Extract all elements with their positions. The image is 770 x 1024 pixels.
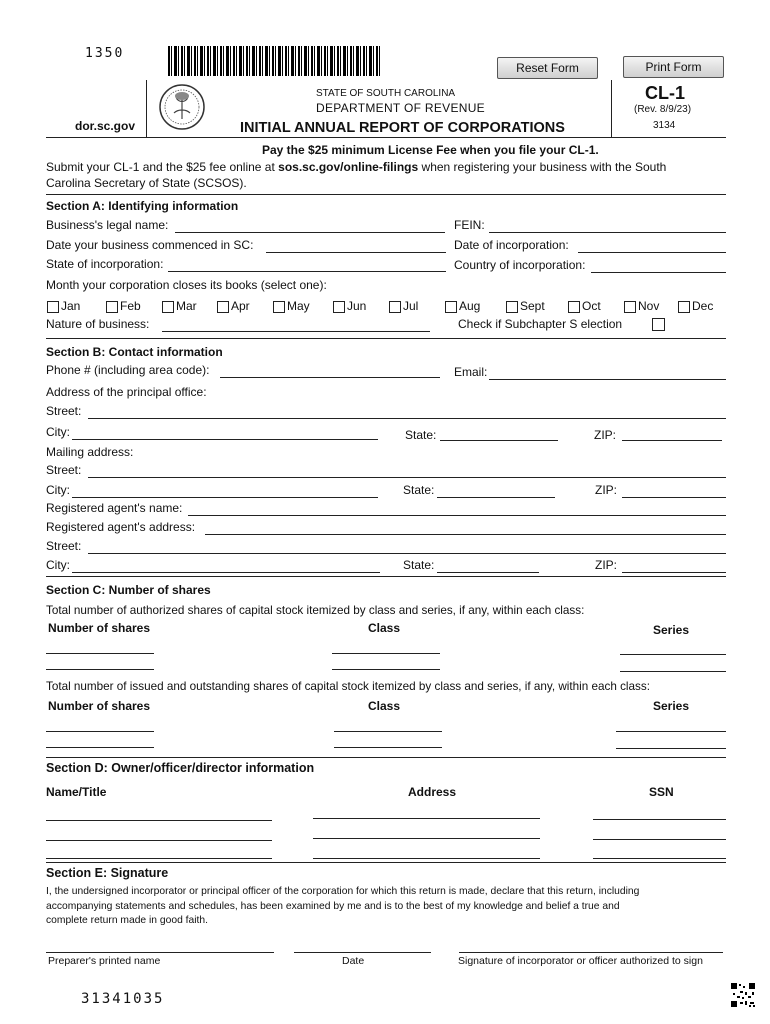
issued-shares-field-2[interactable] — [46, 747, 154, 748]
owner-name-field-3[interactable] — [46, 858, 272, 859]
authorized-class-field-1[interactable] — [332, 653, 440, 654]
fein-label: FEIN: — [454, 218, 485, 232]
issued-col-series: Series — [653, 699, 690, 713]
owner-ssn-field-3[interactable] — [593, 858, 726, 859]
issued-shares-field-1[interactable] — [46, 731, 154, 732]
submit-text-tail: when registering your business with the South — [418, 160, 667, 174]
authorized-col-class: Class — [368, 621, 401, 635]
form-title: INITIAL ANNUAL REPORT OF CORPORATIONS — [240, 120, 565, 136]
subchapter-checkbox[interactable] — [652, 318, 665, 331]
month-checkbox-mar[interactable] — [162, 301, 174, 313]
section-e-title: Section E: Signature — [46, 866, 169, 880]
phone-label: Phone # (including area code): — [46, 363, 210, 377]
month-label-mar: Mar — [176, 299, 197, 313]
site-link[interactable]: dor.sc.gov — [75, 119, 136, 133]
month-checkbox-jun[interactable] — [333, 301, 345, 313]
month-checkbox-dec[interactable] — [678, 301, 690, 313]
date-incorp-label: Date of incorporation: — [454, 238, 569, 252]
agent-city-field[interactable] — [72, 572, 380, 573]
agent-state-field[interactable] — [437, 572, 539, 573]
mailing-zip-label: ZIP: — [595, 483, 618, 497]
print-form-button[interactable]: Print Form — [623, 56, 724, 78]
agent-address-label: Registered agent's address: — [46, 520, 196, 534]
declaration-line-2: accompanying statements and schedules, has been examined by me and is to the best of my knowledge and belief a true and — [46, 901, 620, 912]
owner-address-field-3[interactable] — [313, 858, 540, 859]
form-code: 1350 — [85, 46, 125, 61]
submit-text: Submit your CL-1 and the $25 fee online at — [46, 160, 279, 174]
agent-street-label: Street: — [46, 539, 82, 553]
principal-zip-label: ZIP: — [594, 428, 617, 442]
email-field[interactable] — [489, 379, 726, 380]
owner-col-name: Name/Title — [46, 785, 107, 799]
barcode — [168, 46, 382, 76]
month-label-feb: Feb — [120, 299, 141, 313]
month-label-jan: Jan — [61, 299, 81, 313]
month-label-oct: Oct — [582, 299, 601, 313]
date-commenced-field[interactable] — [266, 252, 446, 253]
authorized-col-shares: Number of shares — [48, 621, 151, 635]
authorized-shares-text: Total number of authorized shares of capital stock itemized by class and series, if any, within each class: — [46, 604, 585, 617]
mailing-state-field[interactable] — [437, 497, 555, 498]
month-label-sept: Sept — [520, 299, 545, 313]
mailing-state-label: State: — [403, 483, 435, 497]
issued-shares-text: Total number of issued and outstanding shares of capital stock itemized by class and series, if any, within each class: — [46, 680, 650, 693]
agent-address-field[interactable] — [205, 534, 726, 535]
agent-zip-field[interactable] — [622, 572, 726, 573]
authorized-series-field-2[interactable] — [620, 671, 726, 672]
month-checkbox-oct[interactable] — [568, 301, 580, 313]
principal-zip-field[interactable] — [622, 440, 722, 441]
month-label-dec: Dec — [692, 299, 714, 313]
state-incorp-label: State of incorporation: — [46, 257, 164, 271]
date-field[interactable] — [294, 952, 431, 953]
owner-name-field-2[interactable] — [46, 840, 272, 841]
form-id: CL-1 — [645, 83, 685, 103]
owner-name-field-1[interactable] — [46, 820, 272, 821]
phone-field[interactable] — [220, 377, 440, 378]
principal-state-field[interactable] — [440, 440, 558, 441]
month-label-aug: Aug — [459, 299, 481, 313]
owner-ssn-field-1[interactable] — [593, 819, 726, 820]
agent-name-label: Registered agent's name: — [46, 501, 183, 515]
month-checkbox-nov[interactable] — [624, 301, 636, 313]
month-label-may: May — [287, 299, 310, 313]
authorized-series-field-1[interactable] — [620, 654, 726, 655]
authorized-col-series: Series — [653, 623, 690, 637]
country-incorp-field[interactable] — [591, 272, 726, 273]
signature-label: Signature of incorporator or officer authorized to sign — [458, 955, 703, 967]
owner-col-address: Address — [408, 785, 457, 799]
issued-col-shares: Number of shares — [48, 699, 151, 713]
subchapter-label: Check if Subchapter S election — [458, 317, 623, 331]
month-prompt: Month your corporation closes its books (select one): — [46, 278, 327, 292]
agent-name-field[interactable] — [188, 515, 726, 516]
revision: (Rev. 8/9/23) — [634, 104, 692, 115]
declaration-line-3: complete return made in good faith. — [46, 915, 208, 926]
preparer-label: Preparer's printed name — [48, 955, 161, 967]
section-a-title: Section A: Identifying information — [46, 199, 239, 213]
principal-state-label: State: — [405, 428, 437, 442]
owner-address-field-1[interactable] — [313, 818, 540, 819]
issued-class-field-1[interactable] — [334, 731, 442, 732]
nature-field[interactable] — [162, 331, 430, 332]
principal-street-label: Street: — [46, 404, 82, 418]
month-checkbox-apr[interactable] — [217, 301, 229, 313]
month-checkbox-sept[interactable] — [506, 301, 518, 313]
principal-address-label: Address of the principal office: — [46, 385, 207, 399]
mailing-address-label: Mailing address: — [46, 445, 134, 459]
issued-series-field-2[interactable] — [616, 748, 726, 749]
principal-city-field[interactable] — [72, 439, 378, 440]
authorized-shares-field-2[interactable] — [46, 669, 154, 670]
issued-class-field-2[interactable] — [334, 747, 442, 748]
month-label-apr: Apr — [231, 299, 250, 313]
section-b-title: Section B: Contact information — [46, 345, 223, 359]
form-number: 3134 — [653, 120, 676, 131]
qr-code-icon — [730, 982, 756, 1008]
reset-form-button[interactable]: Reset Form — [497, 57, 598, 79]
date-incorp-field[interactable] — [578, 252, 726, 253]
agent-street-field[interactable] — [88, 553, 726, 554]
mailing-city-label: City: — [46, 483, 70, 497]
issued-col-class: Class — [368, 699, 401, 713]
mailing-street-label: Street: — [46, 463, 82, 477]
issued-series-field-1[interactable] — [616, 731, 726, 732]
month-checkbox-jul[interactable] — [389, 301, 401, 313]
principal-street-field[interactable] — [88, 418, 726, 419]
mailing-zip-field[interactable] — [622, 497, 726, 498]
nature-label: Nature of business: — [46, 317, 150, 331]
country-incorp-label: Country of incorporation: — [454, 258, 586, 272]
fee-notice: Pay the $25 minimum License Fee when you file your CL-1. — [262, 143, 599, 157]
state-name: STATE OF SOUTH CAROLINA — [316, 88, 456, 99]
online-filings-link[interactable]: sos.sc.gov/online-filings — [278, 160, 419, 174]
agent-state-label: State: — [403, 558, 435, 572]
state-incorp-field[interactable] — [168, 271, 446, 272]
state-seal-icon — [158, 83, 206, 131]
date-label: Date — [342, 955, 365, 967]
month-checkbox-jan[interactable] — [47, 301, 59, 313]
agent-city-label: City: — [46, 558, 70, 572]
owner-address-field-2[interactable] — [313, 838, 540, 839]
fein-field[interactable] — [489, 232, 726, 233]
agent-zip-label: ZIP: — [595, 558, 618, 572]
month-label-jun: Jun — [347, 299, 367, 313]
submit-notice-line2: Carolina Secretary of State (SCSOS). — [46, 176, 247, 190]
legal-name-label: Business's legal name: — [46, 218, 169, 232]
month-checkbox-feb[interactable] — [106, 301, 118, 313]
legal-name-field[interactable] — [175, 232, 445, 233]
declaration-line-1: I, the undersigned incorporator or principal officer of the corporation for which this return is made, declare that this return, including — [46, 886, 640, 897]
mailing-street-field[interactable] — [88, 477, 726, 478]
section-c-title: Section C: Number of shares — [46, 583, 211, 597]
preparer-name-field[interactable] — [46, 952, 274, 953]
month-checkbox-aug[interactable] — [445, 301, 457, 313]
month-label-jul: Jul — [403, 299, 419, 313]
authorized-class-field-2[interactable] — [332, 669, 440, 670]
email-label: Email: — [454, 365, 488, 379]
signature-field[interactable] — [459, 952, 723, 953]
month-label-nov: Nov — [638, 299, 660, 313]
owner-ssn-field-2[interactable] — [593, 839, 726, 840]
date-commenced-label: Date your business commenced in SC: — [46, 238, 254, 252]
owner-col-ssn: SSN — [649, 785, 674, 799]
footer-code: 31341035 — [81, 991, 165, 1007]
month-checkbox-may[interactable] — [273, 301, 285, 313]
authorized-shares-field-1[interactable] — [46, 653, 154, 654]
submit-notice — [46, 160, 666, 174]
principal-city-label: City: — [46, 425, 70, 439]
section-d-title: Section D: Owner/officer/director information — [46, 761, 315, 775]
department-name: DEPARTMENT OF REVENUE — [316, 101, 485, 115]
mailing-city-field[interactable] — [72, 497, 378, 498]
